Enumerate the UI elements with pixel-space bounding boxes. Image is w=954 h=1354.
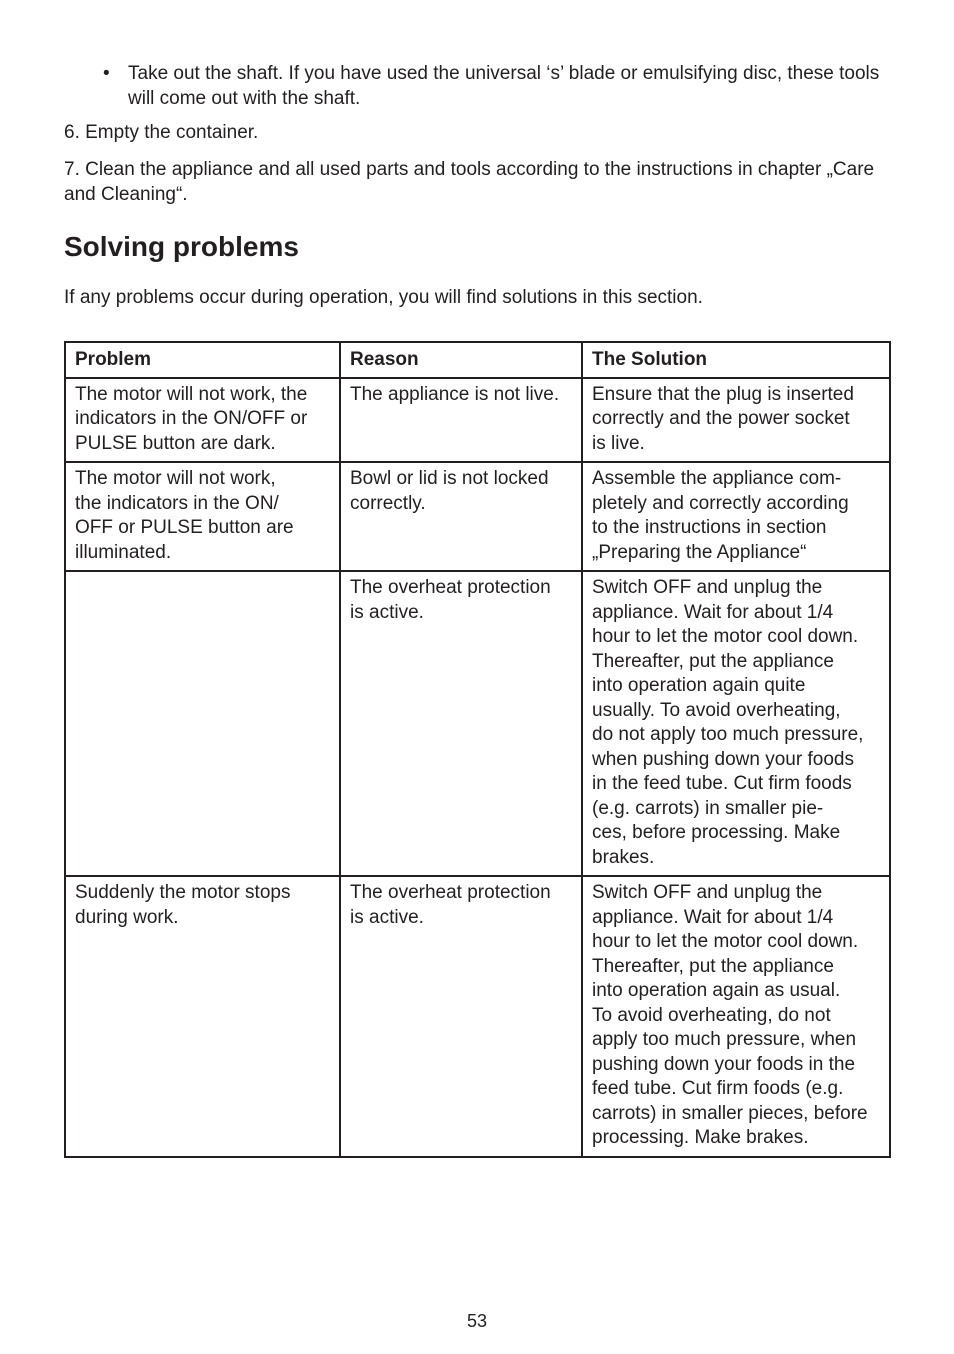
intro-paragraph: If any problems occur during operation, you will find solutions in this section. (64, 287, 703, 308)
header-problem: Problem (65, 342, 340, 378)
table-row (65, 462, 890, 571)
table-row (65, 571, 890, 876)
reason-cell: The appliance is not live. (340, 378, 582, 463)
section-heading: Solving problems (64, 231, 299, 262)
header-solution: The Solution (582, 342, 890, 378)
solution-cell: Assemble the appliance com- pletely and correctly according to the instructions in section „Preparing the Appliance“ (582, 462, 890, 571)
step-6-text: 6. Empty the container. (64, 122, 259, 143)
table-header-row (65, 342, 890, 378)
problem-cell: Suddenly the motor stops during work. (65, 876, 340, 1157)
bullet-symbol: • (103, 63, 110, 84)
problem-cell: The motor will not work, the indicators in the ON/OFF or PULSE button are dark. (65, 378, 340, 463)
bullet-item (103, 62, 893, 111)
troubleshooting-table (64, 341, 891, 1158)
problem-cell (65, 571, 340, 876)
reason-cell: The overheat protection is active. (340, 876, 582, 1157)
reason-cell: The overheat protection is active. (340, 571, 582, 876)
solution-cell: Switch OFF and unplug the appliance. Wait for about 1/4 hour to let the motor cool down. Thereafter, put the appliance into operation again as usual. To avoid overheating, do not apply too much pressure, when pushing down your foods in the feed tube. Cut firm foods (e.g. carrots) in smaller pieces, before processing. Make brakes. (582, 876, 890, 1157)
table-row (65, 378, 890, 463)
table-row (65, 876, 890, 1157)
step-7-text: 7. Clean the appliance and all used parts and tools according to the instructions in chapter „Care and Cleaning“. (64, 159, 875, 205)
reason-cell: Bowl or lid is not locked correctly. (340, 462, 582, 571)
solution-cell: Switch OFF and unplug the appliance. Wait for about 1/4 hour to let the motor cool down. Thereafter, put the appliance into operation again quite usually. To avoid overheating, do not apply too much pressure, when pushing down your foods in the feed tube. Cut firm foods (e.g. carrots) in smaller pie- ces, before processing. Make brakes. (582, 571, 890, 876)
solution-cell: Ensure that the plug is inserted correctly and the power socket is live. (582, 378, 890, 463)
page-number: 53 (466, 1311, 488, 1331)
header-reason: Reason (340, 342, 582, 378)
problem-cell: The motor will not work, the indicators in the ON/ OFF or PULSE button are illuminated. (65, 462, 340, 571)
bullet-text: Take out the shaft. If you have used the universal ‘s’ blade or emulsifying disc, these tools will come out with the shaft. (128, 63, 880, 109)
